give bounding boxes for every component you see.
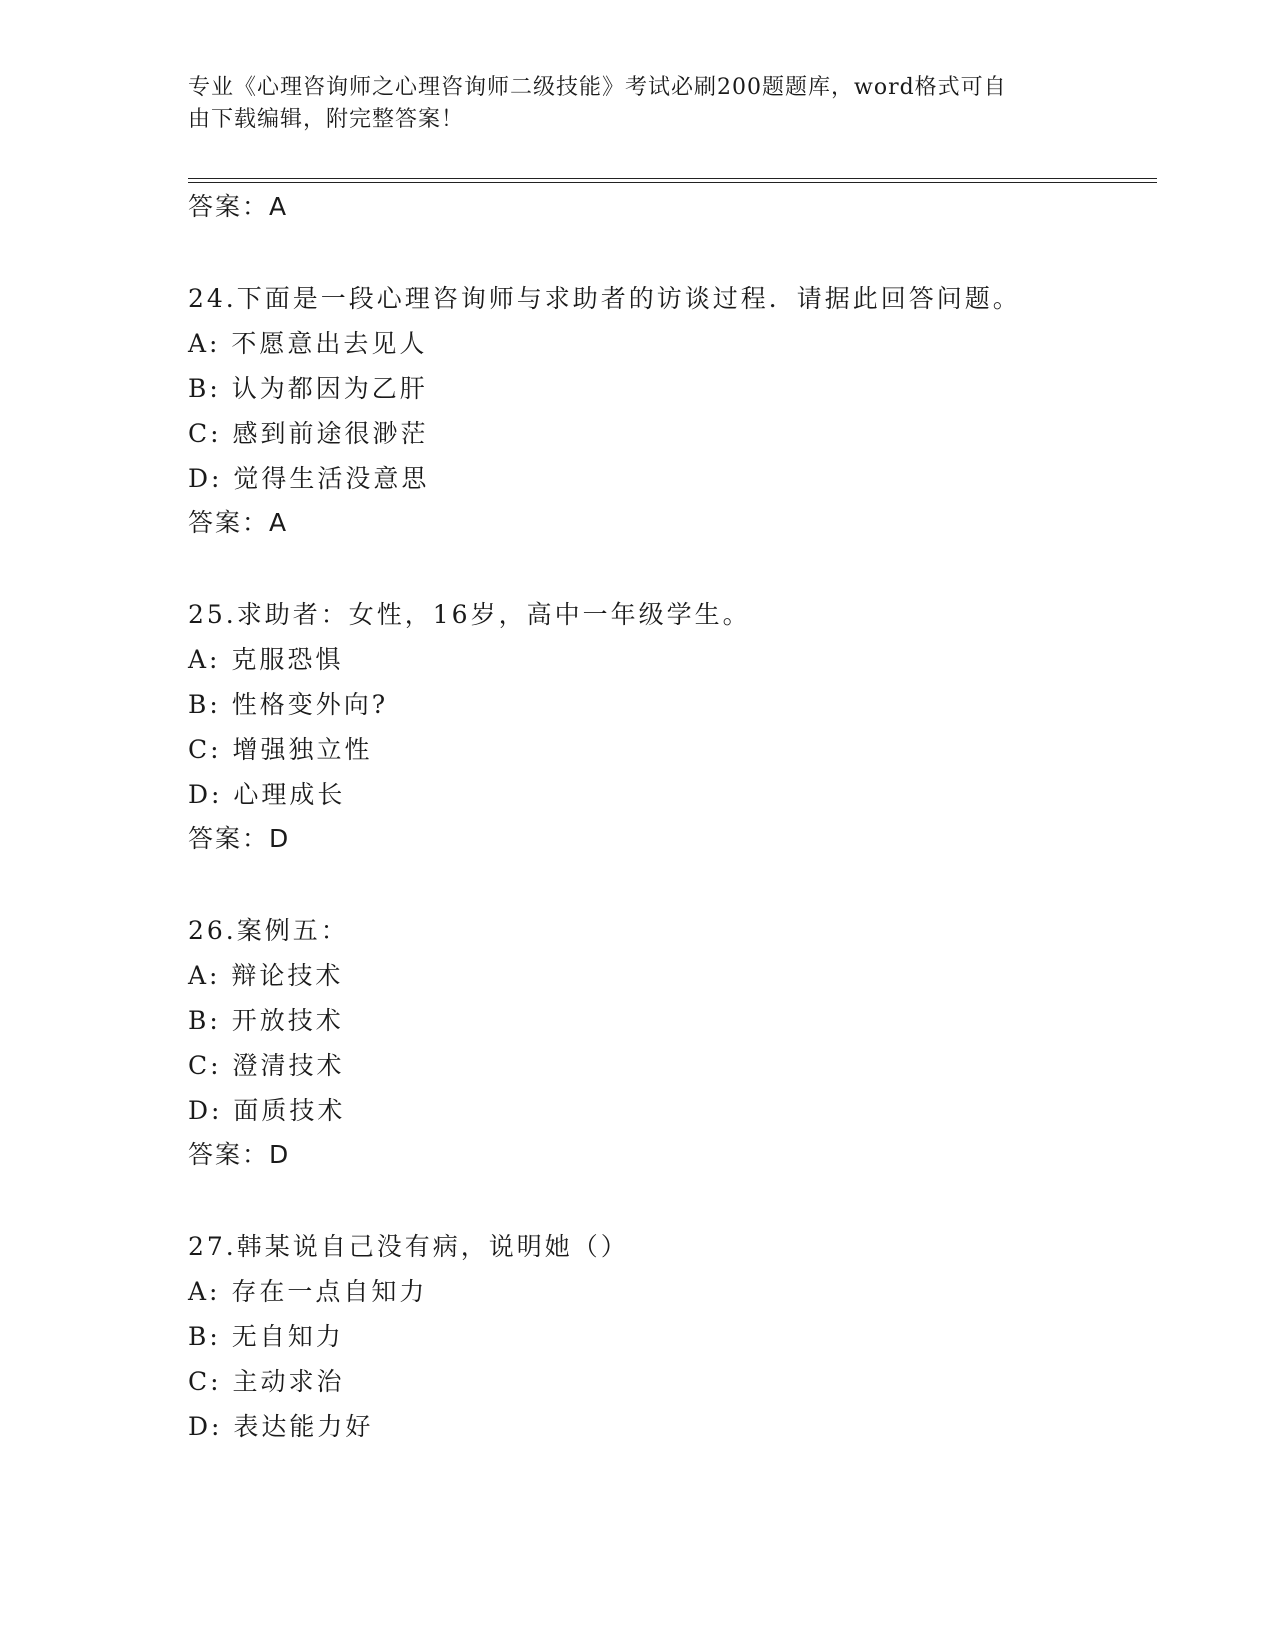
answer-value: A: [269, 192, 288, 221]
option-a: A: 克服恐惧: [188, 645, 344, 674]
option-c: C: 增强独立性: [188, 735, 373, 764]
option-b: B: 开放技术: [188, 1006, 344, 1035]
option-b: B: 性格变外向?: [188, 690, 389, 719]
question-stem: 25.求助者：女性，16岁，高中一年级学生。: [188, 600, 751, 629]
question-stem: 26.案例五：: [188, 916, 349, 945]
question-answer: [188, 506, 287, 540]
answer-label: 答案：: [188, 824, 270, 853]
question-answer: [188, 1138, 289, 1172]
option-b: B: 认为都因为乙肝: [188, 374, 428, 403]
header-divider-top: [188, 178, 1157, 179]
option-c: C: 主动求治: [188, 1367, 345, 1396]
header-line-1: 专业《心理咨询师之心理咨询师二级技能》考试必刷200题题库，word格式可自: [188, 75, 1007, 100]
document-header: [188, 72, 1068, 136]
answer-label: 答案：: [188, 192, 270, 221]
option-b: B: 无自知力: [188, 1322, 344, 1351]
answer-value: D: [269, 824, 290, 853]
answer-value: A: [269, 508, 288, 537]
question-stem: 24.下面是一段心理咨询师与求助者的访谈过程．请据此回答问题。: [188, 284, 1021, 313]
option-a: A: 辩论技术: [188, 961, 344, 990]
option-c: C: 澄清技术: [188, 1051, 345, 1080]
option-a: A: 不愿意出去见人: [188, 329, 428, 358]
option-d: D: 心理成长: [188, 780, 346, 809]
option-a: A: 存在一点自知力: [188, 1277, 428, 1306]
question-stem: 27.韩某说自己没有病，说明她（）: [188, 1232, 629, 1261]
option-c: C: 感到前途很渺茫: [188, 419, 429, 448]
previous-answer: [188, 190, 287, 224]
answer-label: 答案：: [188, 1140, 270, 1169]
header-divider-bottom: [188, 182, 1157, 183]
answer-value: D: [269, 1140, 290, 1169]
question-answer: [188, 822, 289, 856]
option-d: D: 表达能力好: [188, 1412, 374, 1441]
answer-label: 答案：: [188, 508, 270, 537]
header-line-2: 由下载编辑，附完整答案！: [188, 107, 465, 132]
option-d: D: 觉得生活没意思: [188, 464, 430, 493]
option-d: D: 面质技术: [188, 1096, 346, 1125]
